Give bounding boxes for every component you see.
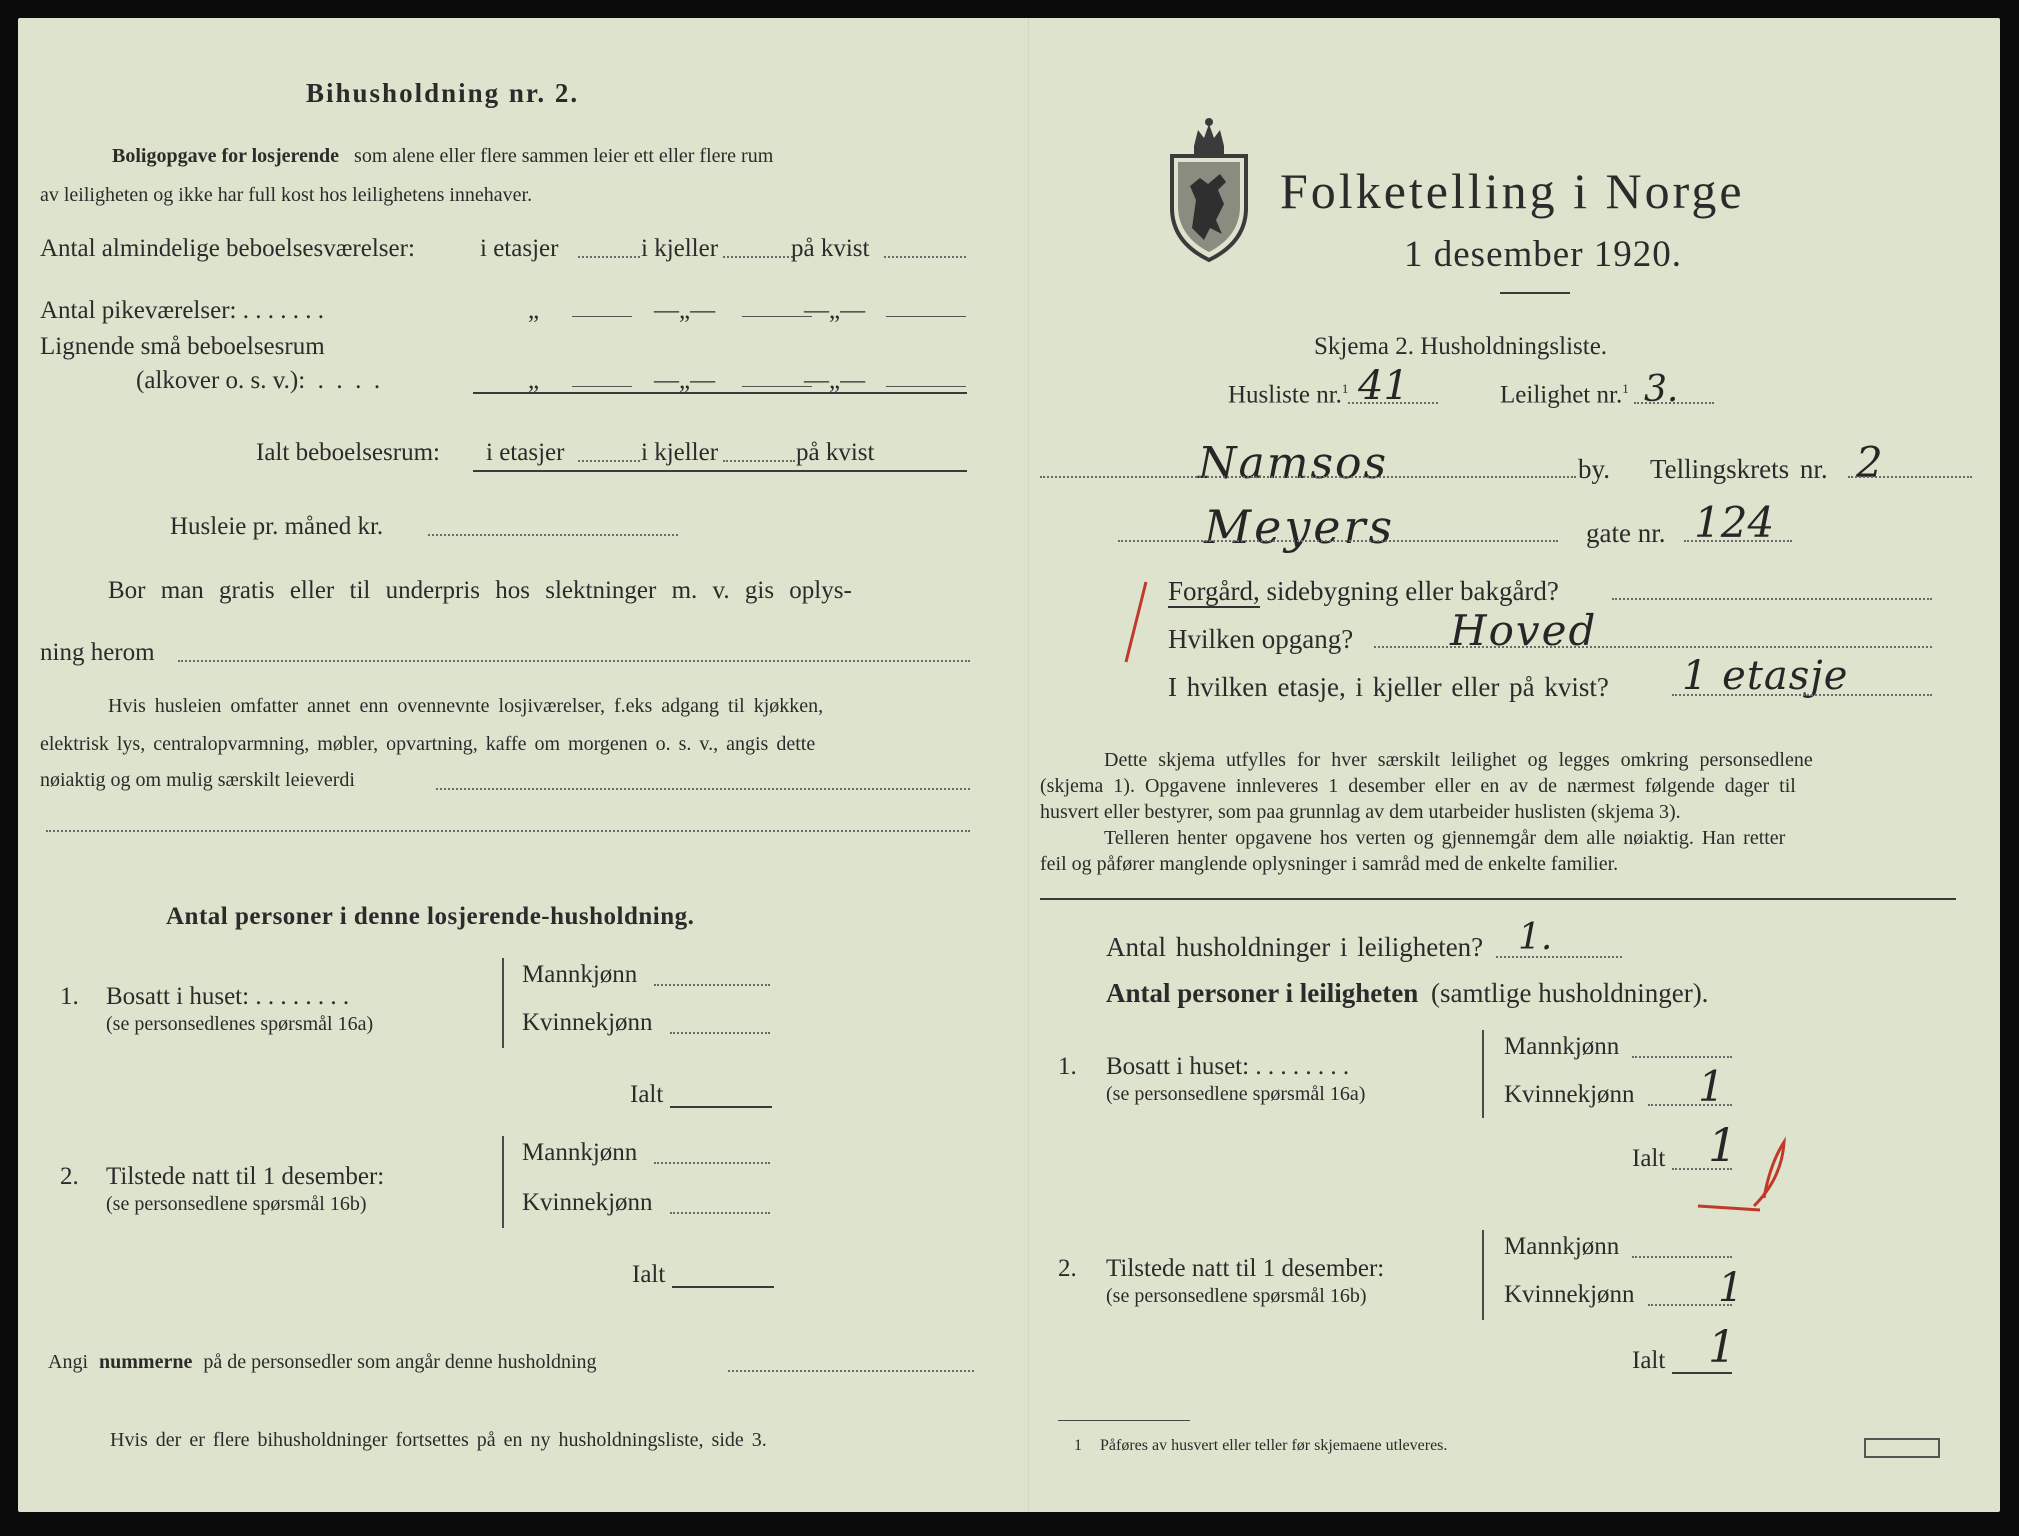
right-q2-sub: (se personsedlene spørsmål 16b) — [1106, 1285, 1367, 1307]
left-q1-mann-field[interactable] — [654, 984, 770, 986]
antal-husholdninger-field[interactable] — [1496, 956, 1622, 958]
right-q2-ialt-field[interactable] — [1672, 1372, 1732, 1374]
right-q2-mann-field[interactable] — [1632, 1256, 1732, 1258]
husliste-label: Husliste nr.$^1$ — [1228, 381, 1349, 409]
left-q2-kvinne-label: Kvinnekjønn — [522, 1189, 653, 1216]
title-rule — [1500, 292, 1570, 294]
right-antal-personer-heading: Antal personer i leiligheten (samtlige husholdninger). — [1106, 978, 1709, 1008]
footnote: 1 Påføres av husvert eller teller før skjemaene utleveres. — [1074, 1437, 1448, 1454]
rooms-kvist-label: på kvist — [791, 235, 870, 262]
left-q2-mann-field[interactable] — [654, 1162, 770, 1164]
right-title: Folketelling i Norge — [1280, 163, 1745, 219]
ialt-rooms-label: Ialt beboelsesrum: — [256, 439, 440, 466]
rooms-kjeller-field[interactable] — [723, 256, 793, 258]
lignende-field-3[interactable] — [886, 386, 966, 387]
gate-label: gate nr. — [1586, 518, 1666, 548]
intro-bold: Boligopgave for losjerende — [112, 145, 340, 167]
right-q1-mann-label: Mannkjønn — [1504, 1033, 1620, 1060]
tellingskrets-label: Tellingskrets nr. — [1650, 454, 1828, 484]
right-q2-kvinne-value: 1 — [1718, 1265, 1744, 1311]
by-value: Namsos — [1198, 438, 1389, 489]
right-q2-mann-label: Mannkjønn — [1504, 1233, 1620, 1260]
right-q1-kvinne-label: Kvinnekjønn — [1504, 1081, 1635, 1108]
info-line-5: feil og påfører manglende oplysninger i samråd med de enkelte familier. — [1040, 853, 1619, 875]
lignende-field-2[interactable] — [742, 386, 812, 387]
pike-ditto-3: —„— — [804, 297, 866, 324]
left-q1-ialt-field[interactable] — [670, 1106, 772, 1108]
left-q2-sub: (se personsedlene spørsmål 16b) — [106, 1193, 367, 1215]
pike-field-2[interactable] — [742, 316, 812, 317]
ialt-etasjer-label: i etasjer — [486, 439, 565, 466]
by-field[interactable] — [1040, 476, 1576, 478]
left-title: Bihusholdning nr. 2. — [306, 78, 580, 108]
info-line-3: husvert eller bestyrer, som paa grunnlag av dem utarbeider huslisten (skjema 3). — [1040, 801, 1681, 823]
rooms-kvist-field[interactable] — [884, 256, 966, 258]
lignende-label-1: Lignende små beboelsesrum — [40, 333, 325, 360]
rooms-etasjer-label: i etasjer — [480, 235, 559, 262]
left-q2-label: Tilstede natt til 1 desember: — [106, 1163, 385, 1190]
rooms-etasjer-field[interactable] — [578, 256, 640, 258]
bor-line-2: ning herom — [40, 639, 155, 666]
lignende-sum-rule — [473, 392, 967, 394]
angi-field[interactable] — [728, 1370, 974, 1372]
census-form-sheet — [18, 18, 2000, 1512]
forgard-line: Forgård, sidebygning eller bakgård? — [1168, 576, 1559, 606]
leilighet-field[interactable] — [1634, 402, 1714, 404]
right-q2-kvinne-label: Kvinnekjønn — [1504, 1281, 1635, 1308]
right-q1-ialt-label: Ialt — [1632, 1145, 1666, 1172]
antal-husholdninger-label: Antal husholdninger i leiligheten? — [1106, 932, 1484, 962]
opgang-label: Hvilken opgang? — [1168, 624, 1354, 654]
left-q1-brace — [502, 958, 504, 1048]
right-q2-ialt-value: 1 — [1708, 1322, 1736, 1373]
rooms-label: Antal almindelige beboelsesværelser: — [40, 235, 415, 262]
hvis-line-3: nøiaktig og om mulig særskilt leieverdi — [40, 769, 355, 791]
left-q1-ialt-label: Ialt — [630, 1081, 664, 1108]
opgang-field[interactable] — [1374, 646, 1932, 648]
left-q1-kvinne-field[interactable] — [670, 1032, 770, 1034]
leieverdi-field-2[interactable] — [46, 830, 970, 832]
lignende-ditto-2: —„— — [654, 367, 716, 394]
gate-nr-value: 124 — [1694, 498, 1775, 547]
flere-note: Hvis der er flere bihusholdninger fortsettes på en ny husholdningsliste, side 3. — [110, 1429, 767, 1451]
left-q1-mann-label: Mannkjønn — [522, 961, 638, 988]
left-q1-label: Bosatt i huset: . . . . . . . . — [106, 983, 350, 1010]
gate-value: Meyers — [1204, 500, 1396, 554]
opgang-value: Hoved — [1450, 606, 1598, 655]
right-q1-sub: (se personsedlene spørsmål 16a) — [1106, 1083, 1366, 1105]
hvis-line-2: elektrisk lys, centralopvarmning, møbler, opvartning, kaffe om morgenen o. s. v., angis dette — [40, 733, 816, 755]
husleie-label: Husleie pr. måned kr. — [170, 513, 384, 540]
hvis-line-1: Hvis husleien omfatter annet enn ovennevnte losjiværelser, f.eks adgang til kjøkken, — [108, 695, 824, 717]
left-q2-number: 2. — [60, 1163, 79, 1190]
red-correction-mark-icon — [1694, 1128, 1804, 1218]
right-q1-ialt-value: 1 — [1708, 1118, 1738, 1172]
skjema-label: Skjema 2. Husholdningsliste. — [1314, 333, 1608, 360]
right-q1-number: 1. — [1058, 1053, 1077, 1080]
left-antal-personer-heading: Antal personer i denne losjerende-husholdning. — [166, 903, 695, 930]
ialt-kjeller-field[interactable] — [723, 460, 795, 462]
rooms-kjeller-label: i kjeller — [641, 235, 719, 262]
right-q1-kvinne-field[interactable] — [1648, 1104, 1732, 1106]
angi-line: Angi nummerne på de personsedler som angår denne husholdning — [48, 1351, 597, 1373]
by-label: by. — [1578, 454, 1610, 484]
info-line-2: (skjema 1). Opgavene innleveres 1 desember eller en av de nærmest følgende dager til — [1040, 775, 1796, 797]
lignende-field-1[interactable] — [572, 386, 632, 387]
center-fold — [1028, 18, 1029, 1512]
footnote-rule — [1058, 1420, 1190, 1421]
ialt-kjeller-label: i kjeller — [641, 439, 719, 466]
leieverdi-field[interactable] — [436, 788, 970, 790]
ialt-underline — [473, 470, 967, 472]
left-q2-mann-label: Mannkjønn — [522, 1139, 638, 1166]
husliste-value: 41 — [1358, 363, 1409, 409]
printer-stamp — [1864, 1438, 1940, 1458]
tellingskrets-field[interactable] — [1848, 476, 1972, 478]
right-q1-label: Bosatt i huset: . . . . . . . . — [1106, 1053, 1350, 1080]
intro-line-1 — [112, 146, 773, 166]
tellingskrets-value: 2 — [1856, 438, 1883, 487]
pike-ditto-2: —„— — [654, 297, 716, 324]
left-q1-kvinne-label: Kvinnekjønn — [522, 1009, 653, 1036]
ialt-kvist-label: på kvist — [796, 439, 875, 466]
gate-field[interactable] — [1118, 540, 1558, 542]
ialt-etasjer-field[interactable] — [578, 460, 640, 462]
bor-field[interactable] — [178, 660, 970, 662]
pike-ditto-1: „ — [528, 297, 540, 324]
right-q2-label: Tilstede natt til 1 desember: — [1106, 1255, 1385, 1282]
lignende-label-2: (alkover o. s. v.): . . . . — [136, 367, 381, 394]
leilighet-value: 3. — [1644, 369, 1679, 410]
left-q1-number: 1. — [60, 983, 79, 1010]
pike-field-3[interactable] — [886, 316, 966, 317]
forgard-field[interactable] — [1612, 598, 1932, 600]
right-date: 1 desember 1920. — [1404, 234, 1683, 275]
lignende-ditto-3: —„— — [804, 367, 866, 394]
intro-rest: som alene eller flere sammen leier ett eller flere rum — [354, 145, 774, 167]
leilighet-label: Leilighet nr.$^1$ — [1500, 381, 1629, 409]
right-q2-kvinne-field[interactable] — [1648, 1304, 1732, 1306]
etasje-field[interactable] — [1672, 694, 1932, 696]
right-q2-brace — [1482, 1230, 1484, 1320]
info-line-1: Dette skjema utfylles for hver særskilt leilighet og legges omkring personsedlene — [1104, 749, 1813, 771]
right-q1-ialt-field[interactable] — [1672, 1168, 1732, 1170]
left-q2-kvinne-field[interactable] — [670, 1212, 770, 1214]
right-q1-brace — [1482, 1030, 1484, 1118]
left-q2-brace — [502, 1136, 504, 1228]
red-check-mark-icon — [1120, 578, 1150, 668]
right-q2-ialt-label: Ialt — [1632, 1347, 1666, 1374]
left-q1-sub: (se personsedlenes spørsmål 16a) — [106, 1013, 374, 1035]
right-q1-mann-field[interactable] — [1632, 1056, 1732, 1058]
pike-field-1[interactable] — [572, 316, 632, 317]
bor-line-1: Bor man gratis eller til underpris hos slektninger m. v. gis oplys- — [108, 577, 852, 604]
info-line-4: Telleren henter opgavene hos verten og gjennemgår dem alle nøiaktig. Han retter — [1104, 827, 1786, 849]
info-rule — [1040, 898, 1956, 900]
intro-line-2: av leiligheten og ikke har full kost hos leilighetens innehaver. — [40, 184, 533, 206]
husliste-field[interactable] — [1348, 402, 1438, 404]
gate-nr-field[interactable] — [1684, 540, 1792, 542]
husleie-field[interactable] — [428, 534, 678, 536]
norwegian-coat-of-arms-icon — [1166, 116, 1252, 264]
left-q2-ialt-field[interactable] — [672, 1286, 774, 1288]
antal-husholdninger-value: 1. — [1518, 917, 1553, 958]
etasje-label: I hvilken etasje, i kjeller eller på kvist? — [1168, 672, 1609, 702]
right-q1-kvinne-value: 1 — [1698, 1062, 1725, 1111]
pike-label: Antal pikeværelser: . . . . . . . — [40, 297, 324, 324]
left-q2-ialt-label: Ialt — [632, 1261, 666, 1288]
lignende-ditto-1: „ — [528, 367, 540, 394]
right-q2-number: 2. — [1058, 1255, 1077, 1282]
etasje-value: 1 etasje — [1682, 653, 1849, 699]
